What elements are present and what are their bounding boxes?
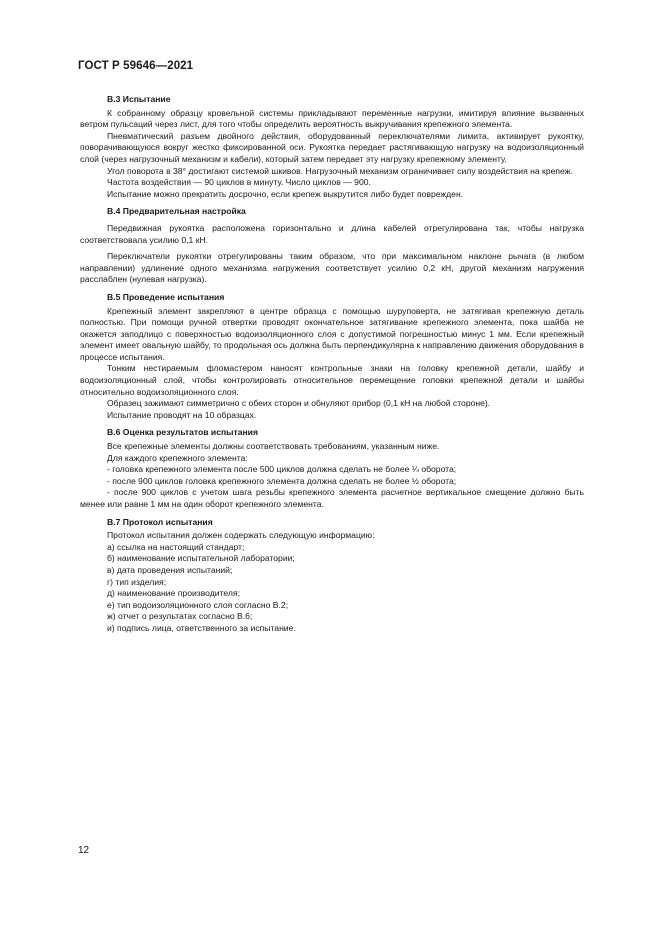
section-heading: В.3 Испытание xyxy=(107,94,171,104)
section-b7 xyxy=(80,517,584,635)
paragraph: К собранному образцу кровельной системы прикладывают переменные нагрузки, имитируя влияние вызванных ветром пульсаций через лист, для того чтобы определить вероятность выкручивания крепежного элемента. xyxy=(80,107,584,130)
list-item: г) тип изделия; xyxy=(107,576,167,587)
document-body xyxy=(80,94,584,641)
list-item: - после 900 циклов с учетом шага резьбы крепежного элемента расчетное вертикальное смещение должно быть менее или равне 1 мм на один оборот крепежного элемента. xyxy=(80,487,584,509)
list-item: а) ссылка на настоящий стандарт; xyxy=(107,541,245,552)
paragraph: Испытание проводят на 10 образцах. xyxy=(107,409,257,420)
list-item: д) наименование производителя; xyxy=(107,588,240,599)
list-item: б) наименование испытательной лаборатории; xyxy=(107,553,295,564)
section-heading: В.5 Проведение испытания xyxy=(107,291,225,302)
section-b3 xyxy=(80,94,584,200)
section-heading: В.7 Протокол испытания xyxy=(107,516,213,527)
paragraph: Все крепежные элементы должны соответствовать требованиям, указанным ниже. xyxy=(107,441,440,452)
paragraph: Переключатели рукоятки отрегулированы таким образом, что при максимальном наклоне рычага (в любом направлении) удлинение одного механизма нагружения соответствует усилию 0,2 кН, другой механизм нагружения расслаблен (нулевая нагрузка). xyxy=(80,251,584,285)
paragraph: Протокол испытания должен содержать следующую информацию: xyxy=(107,530,375,541)
paragraph: Частота воздействия — 90 циклов в минуту. Число циклов — 900. xyxy=(107,177,371,188)
section-b6 xyxy=(80,427,584,510)
paragraph: Крепежный элемент закрепляют в центре образца с помощью шуруповерта, не затягивая крепежную деталь полностью. При помощи ручной отвертки проводят окончательное затягивание крепежного элемента, пока шайба не окажется заподлицо с поверхностью водоизоляционного слоя с допустимой погрешностью минус 1 мм. Если крепежный элемент имеет овальную шайбу, то продольная ось должна быть перпендикулярна к направлению движения оборудования в процессе испытания. xyxy=(80,305,584,362)
section-heading: В.4 Предварительная настройка xyxy=(107,206,246,217)
document-code: ГОСТ Р 59646—2021 xyxy=(78,60,194,72)
list-item: в) дата проведения испытаний; xyxy=(107,564,233,575)
page-number: 12 xyxy=(78,845,90,856)
paragraph: Образец зажимают симметрично с обеих сторон и обнуляют прибор (0,1 кН на любой стороне). xyxy=(107,398,491,409)
paragraph: Пневматический разъем двойного действия, оборудованный переключателями лимита, активирует рукоятку, поворачивающуюся вокруг жестко фиксированной оси. Рукоятка передает растягивающую нагрузку на водоизоляционный слой (через нагрузочный механизм и кабели), который затем передает эту нагрузку крепежному элементу. xyxy=(80,130,584,164)
paragraph: Угол поворота в 38° достигают системой шкивов. Нагрузочный механизм ограничивает силу воздействия на крепеж. xyxy=(107,165,573,176)
paragraph: Для каждого крепежного элемента: xyxy=(107,452,248,463)
list-item: е) тип водоизоляционного слоя согласно В.2; xyxy=(107,599,289,610)
section-heading: В.6 Оценка результатов испытания xyxy=(107,427,258,438)
list-item: - после 900 циклов головка крепежного элемента должна сделать не более ½ оборота; xyxy=(107,475,457,486)
list-item: ж) отчет о результатах согласно В.6; xyxy=(107,611,253,622)
section-b4 xyxy=(80,206,584,286)
section-b5 xyxy=(80,292,584,422)
list-item: - головка крепежного элемента после 500 циклов должна сделать не более ¼ оборота; xyxy=(107,464,457,475)
list-item: и) подпись лица, ответственного за испытание. xyxy=(107,622,296,633)
paragraph: Испытание можно прекратить досрочно, если крепеж выкрутится либо будет поврежден. xyxy=(107,188,464,199)
paragraph: Тонким нестираемым фломастером наносят контрольные знаки на головку крепежной детали, шайбу и водоизоляционный слой, чтобы контролировать относительное перемещение головки крепежной детали и шайбы относительно водоизоляционного слоя. xyxy=(80,363,584,397)
paragraph: Передвижная рукоятка расположена горизонтально и длина кабелей отрегулирована так, чтобы нагрузка соответствовала усилию 0,1 кН. xyxy=(80,222,584,245)
